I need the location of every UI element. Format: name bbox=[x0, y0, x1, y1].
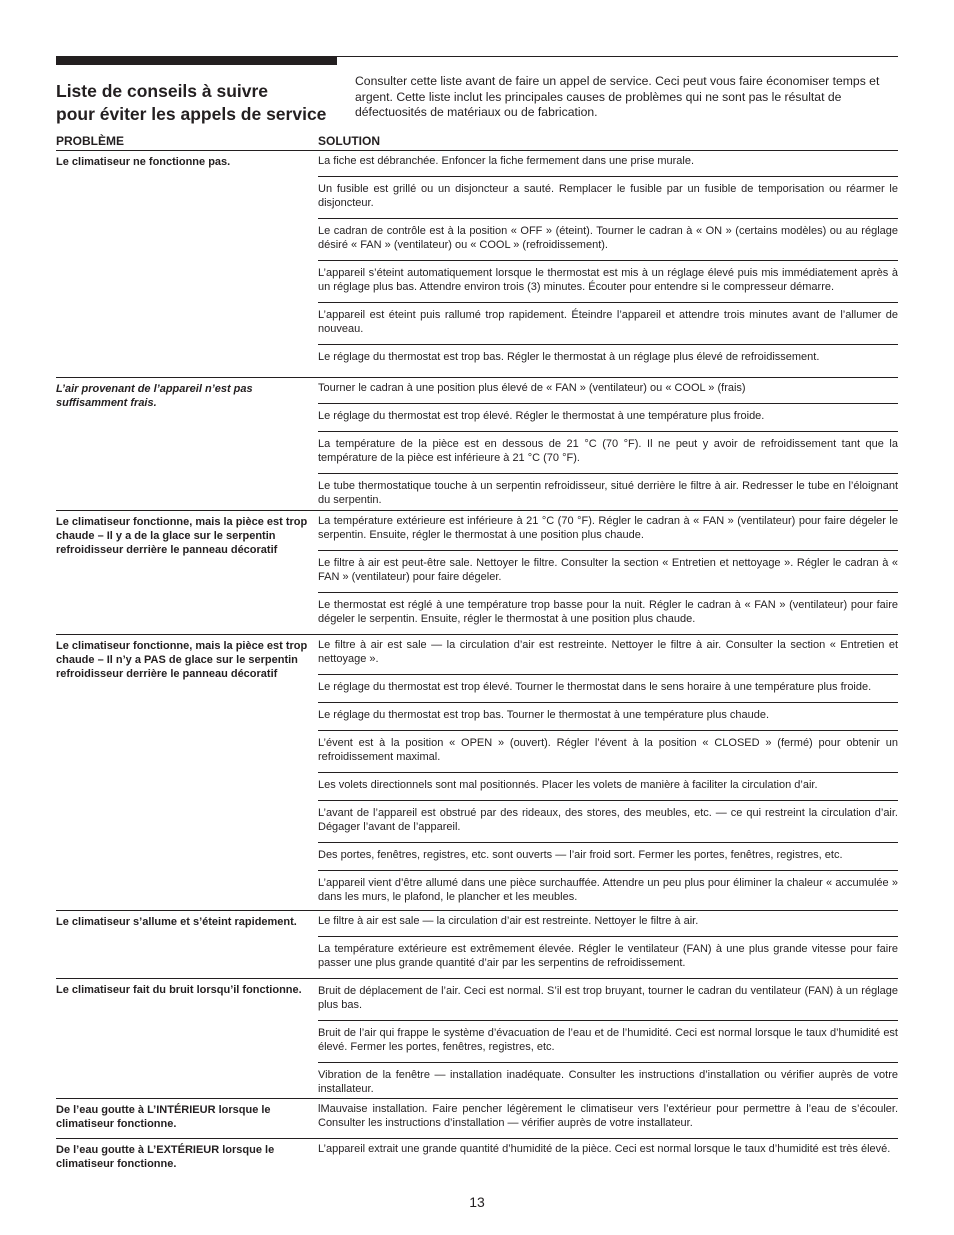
page-number: 13 bbox=[469, 1194, 485, 1210]
solution-item: L’appareil vient d’être allumé dans une pièce surchauffée. Attendre un peu plus pour éliminer la chaleur « accumulée » dans les murs, le plafond, le plancher et les meubles. bbox=[318, 877, 898, 903]
top-rule-accent bbox=[56, 56, 337, 65]
solution-item: Le réglage du thermostat est trop élevé. Tourner le thermostat dans le sens horaire à une température plus froide. bbox=[318, 681, 872, 693]
solution-item: Le thermostat est réglé à une température trop basse pour la nuit. Régler le cadran à « FAN » (ventilateur) pour faire dégeler le serpentin. Ensuite, régler le thermostat à une position plus chaude. bbox=[318, 599, 898, 625]
solution-divider bbox=[318, 592, 898, 593]
problem-text: Le climatiseur fonctionne, mais la pièce est trop chaude – Il n’y a PAS de glace sur le serpentin refroidisseur derrière le panneau décoratif bbox=[56, 640, 308, 680]
solution-item: L’évent est à la position « OPEN » (ouvert). Régler l’évent à la position « CLOSED » (fermé) pour obtenir un refroidissement maximal. bbox=[318, 737, 898, 763]
solution-divider bbox=[318, 403, 898, 404]
solution-item: Des portes, fenêtres, registres, etc. sont ouverts — l’air froid sort. Fermer les portes, fenêtres, registres, etc. bbox=[318, 849, 843, 861]
solution-divider bbox=[318, 842, 898, 843]
solution-divider bbox=[318, 702, 898, 703]
problem-group bbox=[56, 1138, 898, 1170]
solution-divider bbox=[318, 1062, 898, 1063]
solution-divider bbox=[318, 431, 898, 432]
title-line-1: Liste de conseils à suivre bbox=[56, 81, 269, 101]
problem-column-header: PROBLÈME bbox=[56, 134, 125, 148]
solution-item: Vibration de la fenêtre — installation inadéquate. Consulter les instructions d’installation ou vérifier auprès de votre installateur. bbox=[318, 1069, 898, 1095]
header-rule bbox=[56, 150, 898, 151]
solution-item: L’avant de l’appareil est obstrué par des rideaux, des stores, des meubles, etc. — ce qui restreint la circulation d’air. Dégager l’avant de l’appareil. bbox=[318, 807, 898, 833]
solution-divider bbox=[318, 218, 898, 219]
solution-divider bbox=[318, 772, 898, 773]
solution-item: Un fusible est grillé ou un disjoncteur a sauté. Remplacer le fusible par un fusible de temporisation ou réarmer le disjoncteur. bbox=[318, 183, 898, 209]
solution-item: Le filtre à air est peut-être sale. Nettoyer le filtre. Consulter la section « Entretien et nettoyage ». Régler le cadran à « FAN » (ventilateur) pour faire dégeler. bbox=[318, 557, 898, 583]
solution-item: L’appareil est éteint puis rallumé trop rapidement. Éteindre l’appareil et attendre trois minutes avant de l’allumer de nouveau. bbox=[318, 309, 898, 335]
solution-divider bbox=[318, 302, 898, 303]
problem-group bbox=[56, 634, 898, 903]
solution-divider bbox=[318, 800, 898, 801]
solution-item: La fiche est débranchée. Enfoncer la fiche fermement dans une prise murale. bbox=[318, 155, 695, 167]
solution-item: Bruit de l’air qui frappe le système d’évacuation de l’eau et de l’humidité. Ceci est normal lorsque le taux d’humidité est élevé. Fermer les portes, fenêtres, registres, etc. bbox=[318, 1027, 898, 1053]
solution-item: Le filtre à air est sale — la circulation d’air est restreinte. Nettoyer le filtre à air. bbox=[318, 915, 699, 927]
problem-text: De l’eau goutte à L’EXTÉRIEUR lorsque le climatiseur fonctionne. bbox=[56, 1144, 275, 1170]
solution-divider bbox=[318, 936, 898, 937]
intro-paragraph: Consulter cette liste avant de faire un appel de service. Ceci peut vous faire économiser temps et argent. Cette liste inclut les principales causes de problèmes qui ne sont pas le résultat de défectuosités de matériaux ou de fabrication. bbox=[355, 74, 880, 120]
problem-group bbox=[56, 377, 898, 506]
solution-item: L’appareil s’éteint automatiquement lorsque le thermostat est mis à un réglage élevé puis mis immédiatement après à un réglage plus bas. Attendre environ trois (3) minutes. Écouter pour entendre si le compresseur démarre. bbox=[318, 267, 898, 293]
solution-divider bbox=[318, 176, 898, 177]
solution-divider bbox=[318, 260, 898, 261]
problem-group bbox=[56, 510, 898, 625]
solution-item: La température extérieure est extrêmement élevée. Régler le ventilateur (FAN) à une plus grande vitesse pour faire passer une plus grande quantité d’air par les serpentins de refroidissement. bbox=[318, 943, 898, 969]
solution-item: Bruit de déplacement de l’air. Ceci est normal. S’il est trop bruyant, tourner le cadran du ventilateur (FAN) à un réglage plus bas. bbox=[318, 985, 898, 1011]
solution-item: La température extérieure est inférieure à 21 °C (70 °F). Régler le cadran à « FAN » (ventilateur) pour faire dégeler le serpentin. Ensuite, régler le thermostat à une position plus chaude. bbox=[318, 515, 898, 541]
solution-item: Le réglage du thermostat est trop bas. Régler le thermostat à un réglage plus élevé de refroidissement. bbox=[318, 351, 820, 363]
solution-item: Tourner le cadran à une position plus élevé de « FAN » (ventilateur) ou « COOL » (frais) bbox=[318, 382, 746, 394]
problem-group bbox=[56, 910, 898, 969]
problem-text: De l’eau goutte à L’INTÉRIEUR lorsque le climatiseur fonctionne. bbox=[56, 1104, 271, 1130]
solution-item: Le réglage du thermostat est trop élevé. Régler le thermostat à une température plus froide. bbox=[318, 410, 765, 422]
solution-column-header: SOLUTION bbox=[318, 134, 380, 148]
solution-item: lMauvaise installation. Faire pencher légèrement le climatiseur vers l’extérieur pour permettre à l’eau de s’écouler. Consulter les instructions d’installation — vérifier auprès de votre installateur. bbox=[318, 1103, 898, 1129]
page-title bbox=[56, 80, 356, 126]
solution-item: Le tube thermostatique touche à un serpentin refroidisseur, situé derrière le filtre à air. Redresser le tube en l’éloignant du serpentin. bbox=[318, 480, 898, 506]
solution-item: Les volets directionnels sont mal positionnés. Placer les volets de manière à faciliter la circulation d’air. bbox=[318, 779, 818, 791]
solution-divider bbox=[318, 870, 898, 871]
solution-divider bbox=[318, 1020, 898, 1021]
problem-group bbox=[56, 978, 898, 1095]
problem-text: L’air provenant de l’appareil n’est pas suffisamment frais. bbox=[56, 383, 253, 409]
solution-divider bbox=[318, 730, 898, 731]
title-line-2: pour éviter les appels de service bbox=[56, 104, 327, 124]
solution-item: Le réglage du thermostat est trop bas. Tourner le thermostat à une température plus chaude. bbox=[318, 709, 770, 721]
solution-item: Le filtre à air est sale — la circulation d’air est restreinte. Nettoyer le filtre à air. Consulter la section « Entretien et nettoyage ». bbox=[318, 639, 898, 665]
solution-item: La température de la pièce est en dessous de 21 °C (70 °F). Il ne peut y avoir de refroidissement tant que la température de la pièce est inférieure à 21 °C (70 °F). bbox=[318, 438, 898, 464]
problem-text: Le climatiseur ne fonctionne pas. bbox=[56, 156, 231, 168]
problem-text: Le climatiseur s’allume et s’éteint rapidement. bbox=[56, 916, 297, 928]
problem-text: Le climatiseur fonctionne, mais la pièce est trop chaude – Il y a de la glace sur le serpentin refroidisseur derrière le panneau décoratif bbox=[56, 516, 308, 556]
solution-item: Le cadran de contrôle est à la position « OFF » (éteint). Tourner le cadran à « ON » (certains modèles) ou au réglage désiré « FAN » (ventilateur) ou « COOL » (refroidissement). bbox=[318, 225, 898, 251]
solution-item: L’appareil extrait une grande quantité d’humidité de la pièce. Ceci est normal lorsque le taux d’humidité est très élevé. bbox=[318, 1143, 891, 1155]
problem-group bbox=[56, 1098, 898, 1130]
solution-divider bbox=[318, 674, 898, 675]
problem-text: Le climatiseur fait du bruit lorsqu’il fonctionne. bbox=[56, 984, 302, 996]
solution-divider bbox=[318, 473, 898, 474]
solution-divider bbox=[318, 550, 898, 551]
solution-divider bbox=[318, 344, 898, 345]
